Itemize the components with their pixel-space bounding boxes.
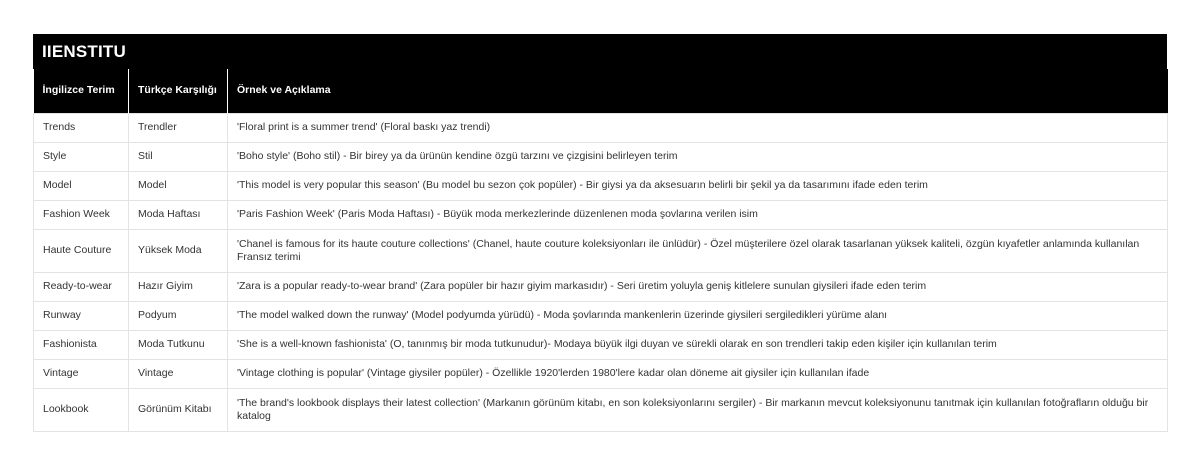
table-row — [34, 330, 1168, 359]
table-row — [34, 113, 1168, 142]
cell-english: Model — [34, 171, 129, 200]
cell-english: Style — [34, 142, 129, 171]
cell-description: 'Chanel is famous for its haute couture collections' (Chanel, haute couture koleksiyonları ile ünlüdür) - Özel müşterilere özel olarak tasarlanan yüksek kaliteli, özgün kıyafetler anlamında kullanılan Fransız terimi — [228, 229, 1168, 272]
cell-turkish: Hazır Giyim — [129, 272, 228, 301]
cell-turkish: Trendler — [129, 113, 228, 142]
cell-description: 'Zara is a popular ready-to-wear brand' (Zara popüler bir hazır giyim markasıdır) - Seri üretim yoluyla geniş kitlelere sunulan giysileri ifade eden terim — [228, 272, 1168, 301]
cell-english: Lookbook — [34, 388, 129, 431]
cell-description: 'Boho style' (Boho stil) - Bir birey ya da ürünün kendine özgü tarzını ve çizgisini belirleyen terim — [228, 142, 1168, 171]
header-turkish-equivalent: Türkçe Karşılığı — [129, 69, 228, 113]
cell-description: 'Paris Fashion Week' (Paris Moda Haftası) - Büyük moda merkezlerinde düzenlenen moda şovlarına verilen isim — [228, 200, 1168, 229]
cell-description: 'Vintage clothing is popular' (Vintage giysiler popüler) - Özellikle 1920'lerden 1980'lere kadar olan döneme ait giysiler için kullanılan ifade — [228, 359, 1168, 388]
cell-english: Trends — [34, 113, 129, 142]
cell-turkish: Moda Tutkunu — [129, 330, 228, 359]
table-row — [34, 272, 1168, 301]
table-row — [34, 359, 1168, 388]
cell-turkish: Görünüm Kitabı — [129, 388, 228, 431]
cell-turkish: Model — [129, 171, 228, 200]
cell-description: 'This model is very popular this season' (Bu model bu sezon çok popüler) - Bir giysi ya da aksesuarın belirli bir şekil ya da tasarımını ifade eden terim — [228, 171, 1168, 200]
header-example-description: Örnek ve Açıklama — [228, 69, 1168, 113]
cell-turkish: Stil — [129, 142, 228, 171]
table-row — [34, 388, 1168, 431]
table-row — [34, 142, 1168, 171]
cell-description: 'The brand's lookbook displays their latest collection' (Markanın görünüm kitabı, en son koleksiyonlarını sergiler) - Bir markanın mevcut koleksiyonunu tanıtmak için kullanılan fotoğrafların olduğu bir katalog — [228, 388, 1168, 431]
cell-description: 'The model walked down the runway' (Model podyumda yürüdü) - Moda şovlarında mankenlerin üzerinde giysileri sergiledikleri yürüme alanı — [228, 301, 1168, 330]
cell-english: Vintage — [34, 359, 129, 388]
cell-english: Haute Couture — [34, 229, 129, 272]
cell-turkish: Yüksek Moda — [129, 229, 228, 272]
table-row — [34, 301, 1168, 330]
table-row — [34, 200, 1168, 229]
table-header-row — [34, 69, 1168, 113]
cell-description: 'Floral print is a summer trend' (Floral baskı yaz trendi) — [228, 113, 1168, 142]
table-row — [34, 171, 1168, 200]
header-english-term: İngilizce Terim — [34, 69, 129, 113]
glossary-table — [33, 69, 1168, 432]
cell-english: Ready-to-wear — [34, 272, 129, 301]
cell-turkish: Moda Haftası — [129, 200, 228, 229]
brand-title: IIENSTITU — [33, 34, 1167, 69]
cell-description: 'She is a well-known fashionista' (O, tanınmış bir moda tutkunudur)- Modaya büyük ilgi duyan ve sürekli olarak en son trendleri takip eden kişiler için kullanılan terim — [228, 330, 1168, 359]
cell-english: Fashionista — [34, 330, 129, 359]
cell-turkish: Podyum — [129, 301, 228, 330]
glossary-card — [33, 34, 1167, 432]
cell-turkish: Vintage — [129, 359, 228, 388]
cell-english: Fashion Week — [34, 200, 129, 229]
cell-english: Runway — [34, 301, 129, 330]
table-row — [34, 229, 1168, 272]
